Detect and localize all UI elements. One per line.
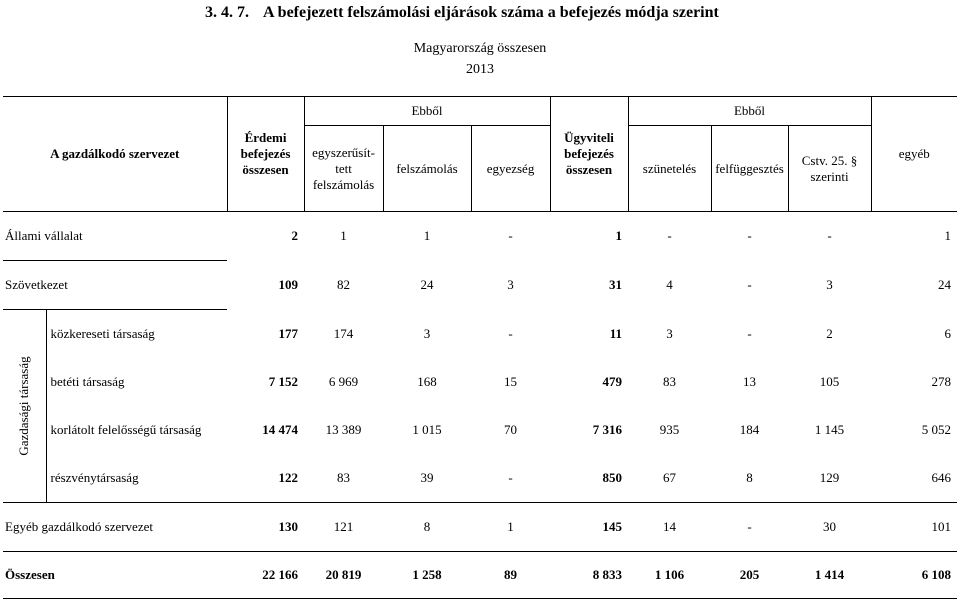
table-row xyxy=(3,454,957,503)
cell: 1 xyxy=(423,228,431,244)
cell: 174 xyxy=(333,325,354,341)
cell: 7 316 xyxy=(592,422,623,437)
header-erdemi: Érdemi befejezés összesen xyxy=(227,97,304,212)
cell: 1 414 xyxy=(788,552,871,599)
cell: 14 xyxy=(628,503,711,552)
group-label-cell xyxy=(3,310,46,503)
header-cstv: Cstv. 25. § szerinti xyxy=(788,126,871,212)
cell: 70 xyxy=(504,422,518,437)
table-row-total xyxy=(3,552,957,599)
cell: 101 xyxy=(871,503,957,552)
cell: 31 xyxy=(609,277,623,292)
cell: 479 xyxy=(602,374,623,389)
cell: 30 xyxy=(788,503,871,552)
subtitle-region: Magyarország összesen xyxy=(413,41,547,56)
cell: 122 xyxy=(227,454,304,503)
cell: 5 052 xyxy=(921,422,952,437)
cell: 121 xyxy=(304,503,383,552)
cell: 13 xyxy=(743,374,757,389)
header-egyeb: egyéb xyxy=(871,97,957,212)
cell: - xyxy=(747,277,752,292)
title-text: A befejezett felszámolási eljárások száma a befejezés módja szerint xyxy=(263,4,719,21)
cell: 8 xyxy=(383,503,471,552)
cell: 6 969 xyxy=(328,374,359,389)
cell: 39 xyxy=(383,454,471,503)
cell: 109 xyxy=(278,277,299,292)
row-label: közkereseti társaság xyxy=(50,326,155,341)
cell: 184 xyxy=(739,422,760,437)
header-felfuggesztes: felfüggesztés xyxy=(711,126,788,212)
cell: 14 474 xyxy=(262,422,299,437)
header-org: A gazdálkodó szervezet xyxy=(3,97,227,212)
cell: 22 166 xyxy=(227,552,304,599)
row-label: Szövetkezet xyxy=(3,261,227,310)
cell: 3 xyxy=(666,325,673,341)
cell: 15 xyxy=(504,374,518,389)
cell: 130 xyxy=(227,503,304,552)
cell: 4 xyxy=(666,277,673,292)
cell: 83 xyxy=(304,454,383,503)
group-label: Gazdasági társaság xyxy=(16,356,32,456)
cell: 2 xyxy=(826,325,833,341)
cell: 129 xyxy=(788,454,871,503)
cell: 145 xyxy=(550,503,628,552)
cell: 8 833 xyxy=(550,552,628,599)
table-row xyxy=(3,212,957,261)
cell: 168 xyxy=(417,374,437,389)
cell: 1 xyxy=(471,503,550,552)
header-felszamolas: felszámolás xyxy=(383,126,471,212)
cell: 20 819 xyxy=(304,552,383,599)
cell: 1 015 xyxy=(412,422,442,437)
cell: 278 xyxy=(931,374,952,389)
page-title xyxy=(205,4,719,22)
cell: - xyxy=(667,228,672,244)
cell: 3 xyxy=(826,277,833,292)
row-label: korlátolt felelősségű társaság xyxy=(50,422,202,437)
header-ebbol-2: Ebből xyxy=(628,97,871,126)
title-number: 3. 4. 7. xyxy=(205,4,249,21)
cell: 1 xyxy=(944,228,952,244)
table-row xyxy=(3,358,957,406)
cell: - xyxy=(508,228,513,244)
cell: 82 xyxy=(337,277,351,292)
table-row xyxy=(3,406,957,454)
cell: 177 xyxy=(278,325,299,341)
header-egyszerusitett: egyszerűsít- tett felszámolás xyxy=(304,126,383,212)
cell: 105 xyxy=(819,374,840,389)
cell: 1 xyxy=(615,228,623,244)
cell: 850 xyxy=(550,454,628,503)
cell: 6 xyxy=(944,325,952,341)
row-label: betéti társaság xyxy=(50,374,125,389)
cell: 6 108 xyxy=(871,552,957,599)
cell: 205 xyxy=(711,552,788,599)
cell: 13 389 xyxy=(325,422,362,437)
table-row xyxy=(3,310,957,359)
cell: 2 xyxy=(291,228,299,244)
cell: 8 xyxy=(711,454,788,503)
header-egyezseg: egyezség xyxy=(471,126,550,212)
cell: 646 xyxy=(871,454,957,503)
cell: 89 xyxy=(471,552,550,599)
cell: - xyxy=(747,325,752,341)
cell: 3 xyxy=(423,325,431,341)
cell: 11 xyxy=(609,325,623,341)
table-row xyxy=(3,261,957,310)
cell: 1 258 xyxy=(383,552,471,599)
cell: - xyxy=(508,325,513,341)
header-szunetelés: szünetelés xyxy=(628,126,711,212)
cell: 67 xyxy=(628,454,711,503)
cell: 1 xyxy=(340,228,347,244)
cell: 83 xyxy=(663,374,677,389)
cell: 24 xyxy=(420,277,434,292)
cell: 1 106 xyxy=(628,552,711,599)
row-label: részvénytársaság xyxy=(46,454,227,503)
cell: - xyxy=(827,228,832,244)
cell: 1 145 xyxy=(814,422,845,437)
cell: 935 xyxy=(659,422,680,437)
row-label: Összesen xyxy=(3,552,227,599)
row-label: Egyéb gazdálkodó szervezet xyxy=(3,503,227,552)
subtitle-year: 2013 xyxy=(466,62,494,77)
table-row xyxy=(3,503,957,552)
cell: - xyxy=(711,503,788,552)
cell: - xyxy=(747,228,752,244)
cell: 24 xyxy=(938,277,952,292)
cell: 7 152 xyxy=(268,374,299,389)
cell: 3 xyxy=(507,277,514,292)
statistics-table xyxy=(3,96,957,599)
row-label: Állami vállalat xyxy=(3,212,227,261)
header-ebbol-1: Ebből xyxy=(304,97,550,126)
cell: - xyxy=(471,454,550,503)
header-ugyviteli: Ügyviteli befejezés összesen xyxy=(550,97,628,212)
